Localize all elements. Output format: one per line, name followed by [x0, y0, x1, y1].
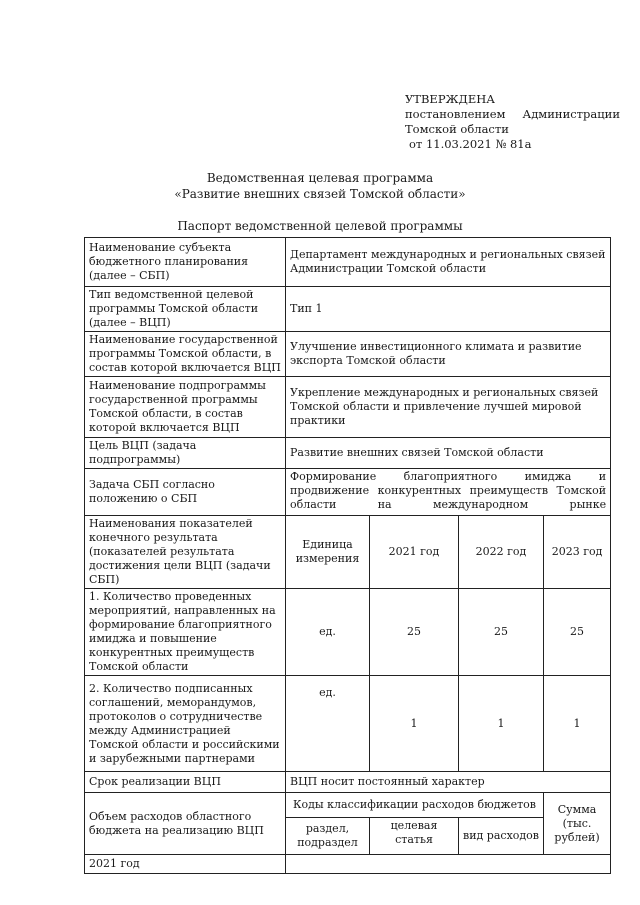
unit-header: Единица измерения [286, 516, 370, 589]
budget-article-header: целевая статья [370, 818, 459, 855]
year-header-2: 2022 год [459, 516, 544, 589]
row-sbp [85, 238, 611, 287]
indicator-1-value-2023: 25 [544, 589, 611, 676]
approval-stamp [405, 92, 620, 152]
budget-year: 2021 год [85, 855, 286, 874]
approval-line-2a: постановлением [405, 107, 506, 121]
row-type-label: Тип ведомственной целевой программы Томской области (далее – ВЦП) [85, 287, 286, 332]
budget-year-value [286, 855, 611, 874]
row-type-value: Тип 1 [286, 287, 611, 332]
row-goal-value: Развитие внешних связей Томской области [286, 438, 611, 469]
row-indicators-header [85, 516, 611, 589]
row-goal [85, 438, 611, 469]
row-subprogram-value: Укрепление международных и региональных связей Томской области и привлечение лучшей мировой практики [286, 377, 611, 438]
indicator-1-name: 1. Количество проведенных мероприятий, направленных на формирование благоприятного имиджа и повышение конкурентных преимуществ Томской области [85, 589, 286, 676]
budget-section-header: раздел, подраздел [286, 818, 370, 855]
row-budget-header [85, 793, 611, 818]
row-task [85, 469, 611, 516]
approval-line-3: Томской области [405, 122, 509, 136]
program-title-line-2: «Развитие внешних связей Томской области» [174, 187, 466, 201]
indicator-2-value-2021: 1 [370, 676, 459, 772]
row-sbp-label: Наименование субъекта бюджетного планирования (далее – СБП) [85, 238, 286, 287]
row-term [85, 772, 611, 793]
row-state-program [85, 332, 611, 377]
row-sbp-value: Департамент международных и региональных связей Администрации Томской области [286, 238, 611, 287]
budget-label: Объем расходов областного бюджета на реализацию ВЦП [85, 793, 286, 855]
approval-title: УТВЕРЖДЕНА [405, 92, 495, 106]
row-term-value: ВЦП носит постоянный характер [286, 772, 611, 793]
indicator-2-name: 2. Количество подписанных соглашений, меморандумов, протоколов о сотрудничестве между Администрацией Томской области и российскими и зарубежными партнерами [85, 676, 286, 772]
indicator-2-unit: ед. [286, 676, 370, 772]
budget-kind-header: вид расходов [459, 818, 544, 855]
row-task-label: Задача СБП согласно положению о СБП [85, 469, 286, 516]
indicator-2-value-2023: 1 [544, 676, 611, 772]
indicator-1-unit: ед. [286, 589, 370, 676]
indicator-row-1 [85, 589, 611, 676]
year-header-1: 2021 год [370, 516, 459, 589]
approval-line-2 [405, 107, 620, 122]
indicator-row-2 [85, 676, 611, 772]
budget-sum-header: Сумма (тыс. рублей) [544, 793, 611, 855]
passport-title: Паспорт ведомственной целевой программы [177, 219, 463, 233]
indicators-label: Наименования показателей конечного результата (показателей результата достижения цели ВЦП (задачи СБП) [85, 516, 286, 589]
indicator-2-value-2022: 1 [459, 676, 544, 772]
row-state-program-label: Наименование государственной программы Томской области, в состав которой включается ВЦП [85, 332, 286, 377]
row-state-program-value: Улучшение инвестиционного климата и развитие экспорта Томской области [286, 332, 611, 377]
approval-date: от 11.03.2021 № 81а [409, 137, 532, 151]
row-subprogram [85, 377, 611, 438]
row-term-label: Срок реализации ВЦП [85, 772, 286, 793]
budget-codes-header: Коды классификации расходов бюджетов [286, 793, 544, 818]
passport-table [84, 237, 611, 874]
indicator-1-value-2022: 25 [459, 589, 544, 676]
program-title-line-1: Ведомственная целевая программа [206, 171, 434, 185]
indicator-1-value-2021: 25 [370, 589, 459, 676]
row-subprogram-label: Наименование подпрограммы государственной программы Томской области, в состав которой включается ВЦП [85, 377, 286, 438]
row-goal-label: Цель ВЦП (задача подпрограммы) [85, 438, 286, 469]
year-header-3: 2023 год [544, 516, 611, 589]
row-task-value: Формирование благоприятного имиджа и продвижение конкурентных преимуществ Томской области на международном рынке [286, 469, 611, 516]
approval-line-2b: Администрации [522, 107, 620, 121]
row-budget-year [85, 855, 611, 874]
row-type [85, 287, 611, 332]
